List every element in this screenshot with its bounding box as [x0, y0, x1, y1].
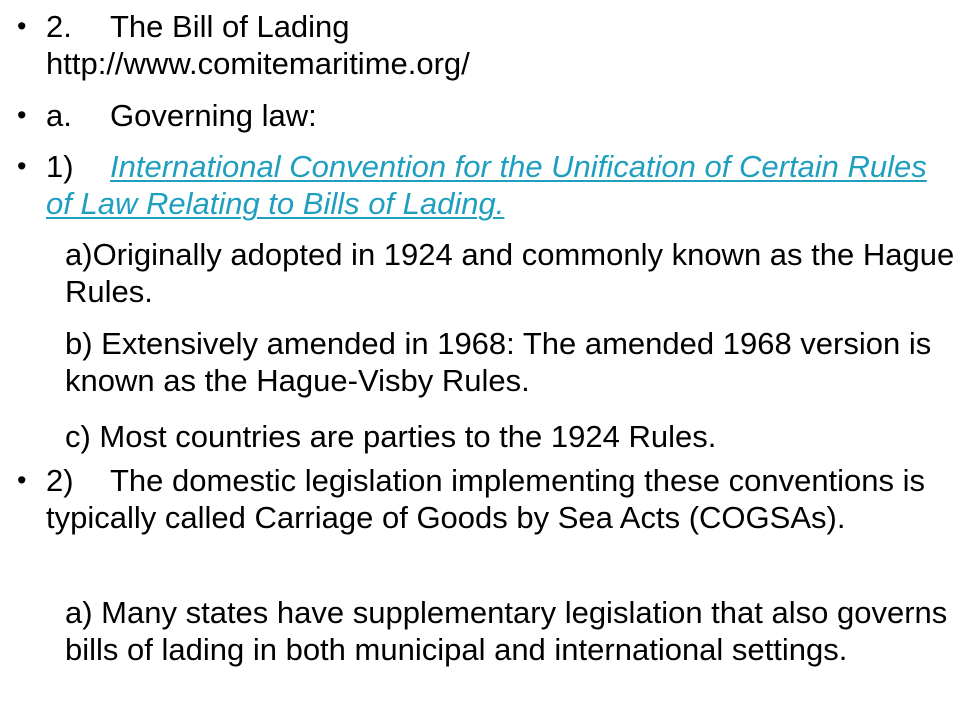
website-url: http://www.comitemaritime.org/ — [46, 46, 470, 81]
sub-item-hague-visby — [46, 325, 960, 399]
item-number: a. — [46, 98, 72, 133]
item-text: a)Originally adopted in 1924 and commonly known as the Hague Rules. — [65, 237, 955, 309]
bullet-item-convention — [17, 148, 946, 222]
item-text: a) Many states have supplementary legislation that also governs bills of lading in both municipal and international settings. — [65, 595, 948, 667]
item-heading: The Bill of Lading — [110, 9, 350, 44]
bullet-item-cogsa — [17, 462, 946, 536]
bullet-item-bill-of-lading — [17, 8, 946, 82]
item-number: 1) — [46, 149, 74, 184]
bullet-glyph: • — [17, 151, 27, 181]
convention-link[interactable]: International Convention for the Unification of Certain Rules of Law Relating to Bills of Lading. — [46, 149, 927, 221]
sub-item-1924-rules — [46, 418, 960, 455]
item-text: The domestic legislation implementing these conventions is typically called Carriage of Goods by Sea Acts (COGSAs). — [46, 463, 926, 535]
item-number: 2. — [46, 9, 72, 44]
bullet-glyph: • — [17, 100, 27, 130]
bullet-glyph: • — [17, 11, 27, 41]
item-text: b) Extensively amended in 1968: The amended 1968 version is known as the Hague-Visby Rules. — [65, 326, 932, 398]
sub-item-supplementary — [46, 594, 960, 668]
bullet-item-governing-law — [17, 97, 946, 134]
sub-item-hague-rules — [46, 236, 960, 310]
bullet-glyph: • — [17, 465, 27, 495]
item-text: Governing law: — [110, 98, 317, 133]
item-text: c) Most countries are parties to the 1924 Rules. — [65, 419, 717, 454]
item-number: 2) — [46, 463, 74, 498]
